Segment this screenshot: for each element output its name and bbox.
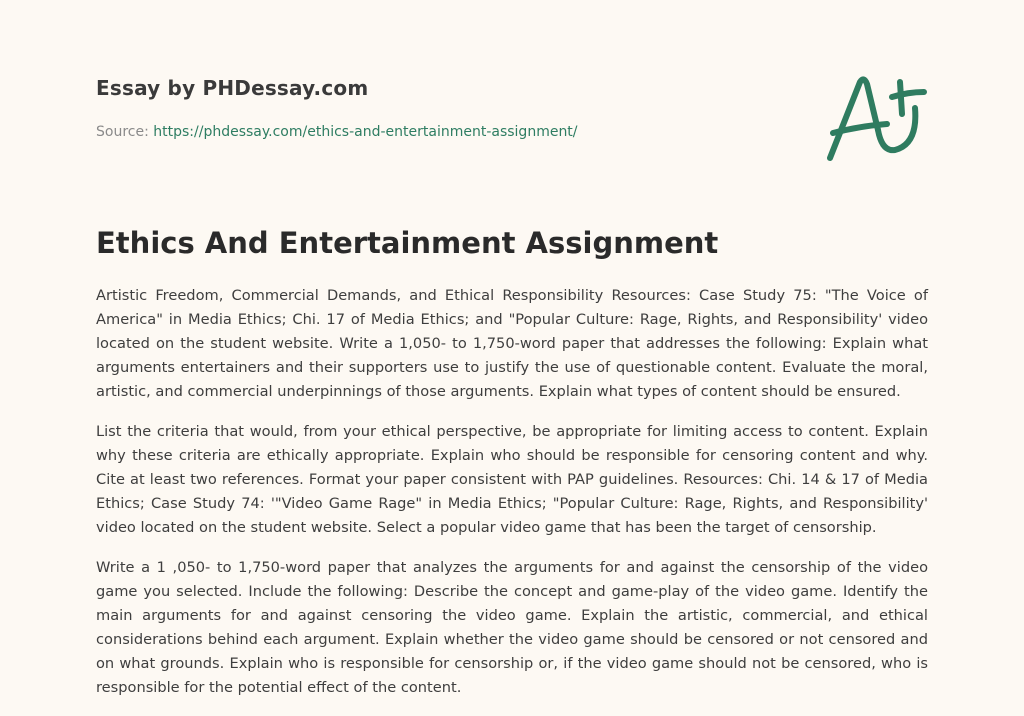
essay-title: Ethics And Entertainment Assignment — [96, 226, 719, 260]
essay-body — [96, 284, 928, 716]
source-line — [96, 124, 578, 140]
essay-paragraph: Write a 1 ,050- to 1,750-word paper that analyzes the arguments for and against the censorship of the video game you selected. Include the following: Describe the concept and game-play of the video game. Identify the main arguments for and against censoring the video game. Explain the artistic, commercial, and ethical considerations behind each argument. Explain whether the video game should be censored or not censored and on what grounds. Explain who is responsible for censorship or, if the video game should not be censored, who is responsible for the potential effect of the content. — [96, 559, 928, 696]
a-plus-logo-icon — [820, 40, 935, 165]
source-link[interactable]: https://phdessay.com/ethics-and-entertainment-assignment/ — [153, 124, 578, 140]
essay-paragraph: List the criteria that would, from your ethical perspective, be appropriate for limiting access to content. Explain why these criteria are ethically appropriate. Explain who should be responsible for censoring content and why. Cite at least two references. Format your paper consistent with PAP guidelines. Resources: Chi. 14 & 17 of Media Ethics; Case Study 74: '"Video Game Rage" in Media Ethics; "Popular Culture: Rage, Rights, and Responsibility' video located on the student website. Select a popular video game that has been the target of censorship. — [96, 423, 928, 536]
essay-paragraph: Artistic Freedom, Commercial Demands, and Ethical Responsibility Resources: Case Study 75: "The Voice of America" in Media Ethics; Chi. 17 of Media Ethics; and "Popular Culture: Rage, Rights, and Responsibility' video located on the student website. Write a 1,050- to 1,750-word paper that addresses the following: Explain what arguments entertainers and their supporters use to justify the use of questionable content. Evaluate the moral, artistic, and commercial underpinnings of those arguments. Explain what types of content should be ensured. — [96, 287, 928, 400]
source-label: Source: — [96, 124, 154, 140]
site-title: Essay by PHDessay.com — [96, 76, 369, 100]
